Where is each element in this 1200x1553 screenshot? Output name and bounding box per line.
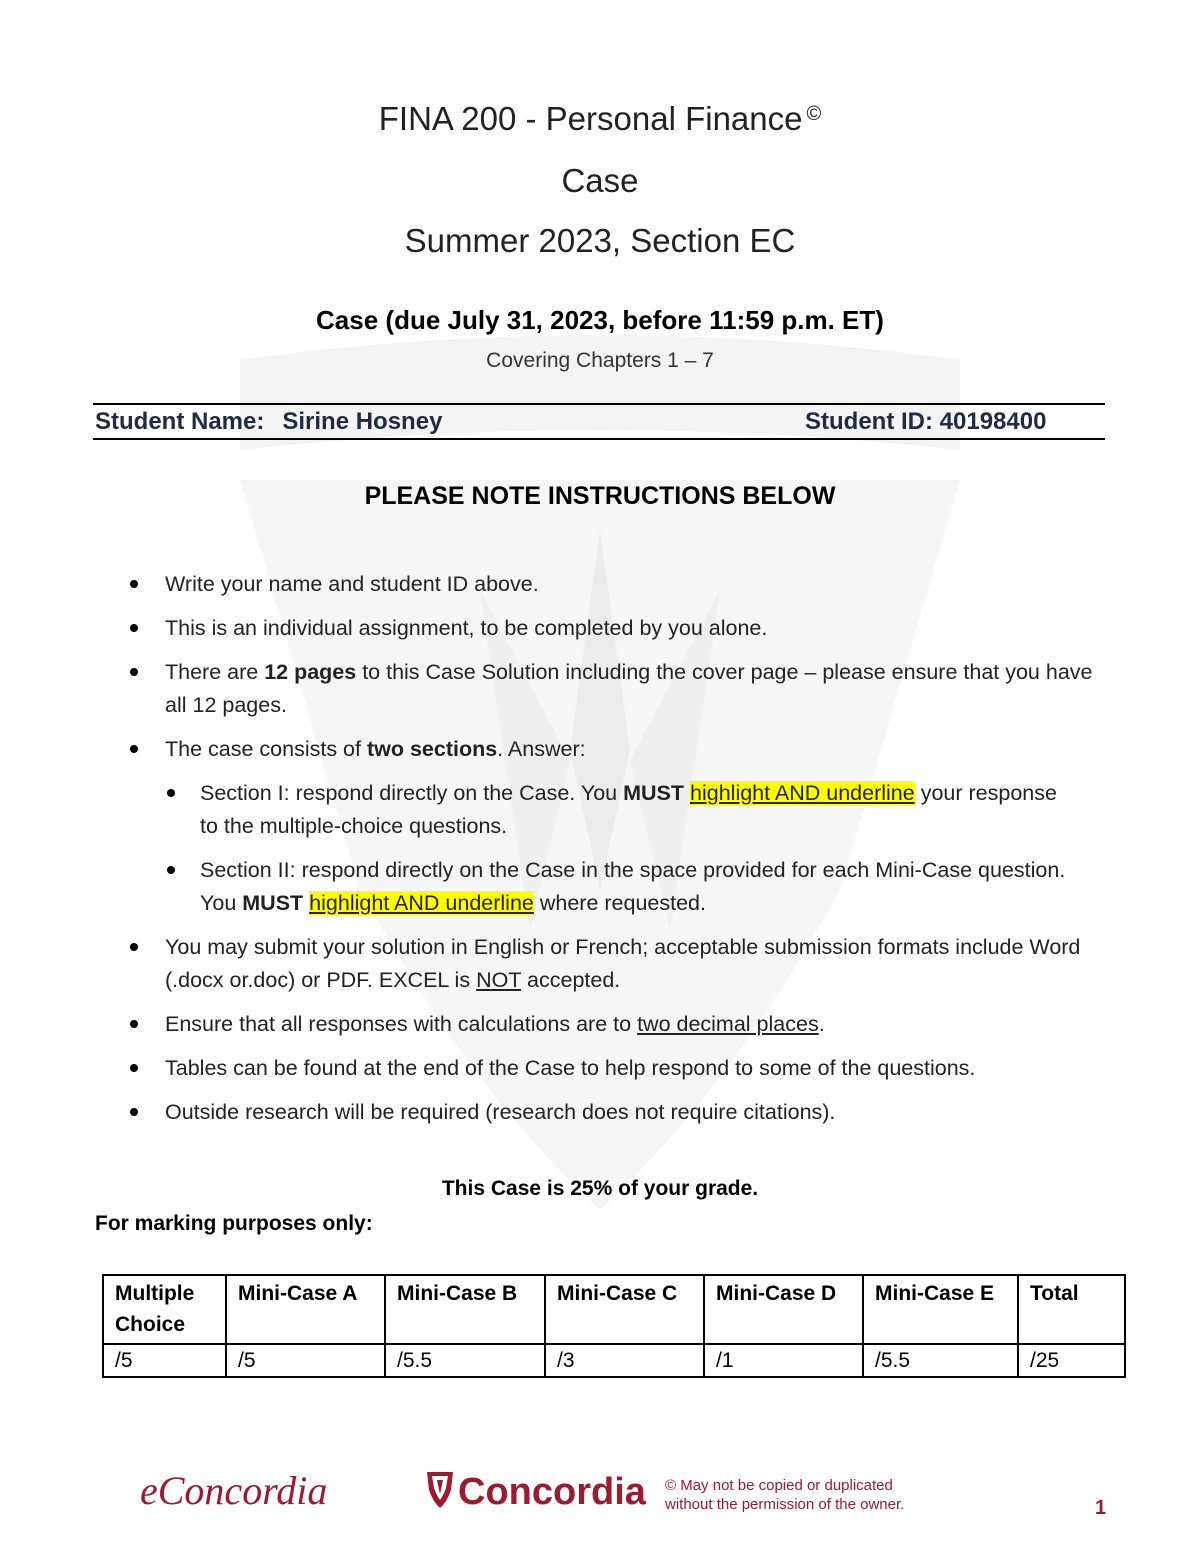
table-row xyxy=(103,1344,1125,1377)
instructions-list xyxy=(0,568,1200,1140)
table-header-cell: Mini-Case E xyxy=(863,1275,1018,1344)
table-cell: /3 xyxy=(545,1344,704,1377)
table-cell: /1 xyxy=(704,1344,863,1377)
table-cell: /5.5 xyxy=(385,1344,545,1377)
copyright-symbol: © xyxy=(806,103,822,125)
student-name-label: Student Name: xyxy=(95,408,265,435)
table-header-cell: Total xyxy=(1018,1275,1125,1344)
list-item: There are 12 pages to this Case Solution including the cover page – please ensure that you have all 12 pages. xyxy=(0,656,1110,722)
highlighted-text: highlight AND underline xyxy=(309,891,534,915)
course-title: FINA 200 - Personal Finance © xyxy=(378,100,822,137)
instructions-heading: PLEASE NOTE INSTRUCTIONS BELOW xyxy=(364,482,836,510)
concordia-logo xyxy=(425,1466,665,1519)
list-item: Write your name and student ID above. xyxy=(0,568,1110,601)
table-cell: /25 xyxy=(1018,1344,1125,1377)
econcordia-logo-text: eConcordia xyxy=(140,1468,328,1513)
table-header-cell: Mini-Case C xyxy=(545,1275,704,1344)
copyright-notice: © May not be copied or duplicated without the permission of the owner. xyxy=(665,1477,905,1513)
table-cell: /5.5 xyxy=(863,1344,1018,1377)
list-item: This is an individual assignment, to be completed by you alone. xyxy=(0,612,1110,645)
chapters-covered: Covering Chapters 1 – 7 xyxy=(486,349,714,372)
student-name: Sirine Hosney xyxy=(282,408,443,435)
concordia-logo-text: Concordia xyxy=(458,1471,646,1513)
grade-weight: This Case is 25% of your grade. xyxy=(441,1177,759,1200)
bottom-rule xyxy=(93,438,1105,440)
list-item: You may submit your solution in English or French; acceptable submission formats include Word (.docx or.doc) or PDF. EXCEL is NOT accepted. xyxy=(0,931,1110,997)
top-rule xyxy=(93,403,1105,405)
highlighted-text: highlight AND underline xyxy=(690,781,915,805)
marking-label: For marking purposes only: xyxy=(95,1212,373,1235)
table-cell: /5 xyxy=(103,1344,226,1377)
sub-list-item: Section II: respond directly on the Case in the space provided for each Mini-Case question. You MUST highlight AND underline where requested. xyxy=(0,854,1080,920)
term-section: Summer 2023, Section EC xyxy=(404,222,796,259)
page-number: 1 xyxy=(1095,1497,1107,1519)
table-header-cell: Multiple Choice xyxy=(103,1275,226,1344)
table-header-cell: Mini-Case B xyxy=(385,1275,545,1344)
list-item: The case consists of two sections. Answer: xyxy=(0,733,1110,766)
marks-table xyxy=(102,1274,1126,1378)
list-item: Ensure that all responses with calculations are to two decimal places. xyxy=(0,1008,1110,1041)
table-header-cell: Mini-Case A xyxy=(226,1275,385,1344)
sub-list-item: Section I: respond directly on the Case. You MUST highlight AND underline your response to the multiple-choice questions. xyxy=(0,777,1080,843)
table-cell: /5 xyxy=(226,1344,385,1377)
document-type: Case xyxy=(561,162,639,199)
student-id: Student ID: 40198400 xyxy=(805,408,1047,435)
table-header-row xyxy=(103,1275,1125,1344)
student-info-line xyxy=(95,408,1103,436)
list-item: Outside research will be required (research does not require citations). xyxy=(0,1096,1110,1129)
due-date: Case (due July 31, 2023, before 11:59 p.m. ET) xyxy=(316,305,884,335)
list-item: Tables can be found at the end of the Case to help respond to some of the questions. xyxy=(0,1052,1110,1085)
table-header-cell: Mini-Case D xyxy=(704,1275,863,1344)
econcordia-logo xyxy=(140,1466,380,1519)
